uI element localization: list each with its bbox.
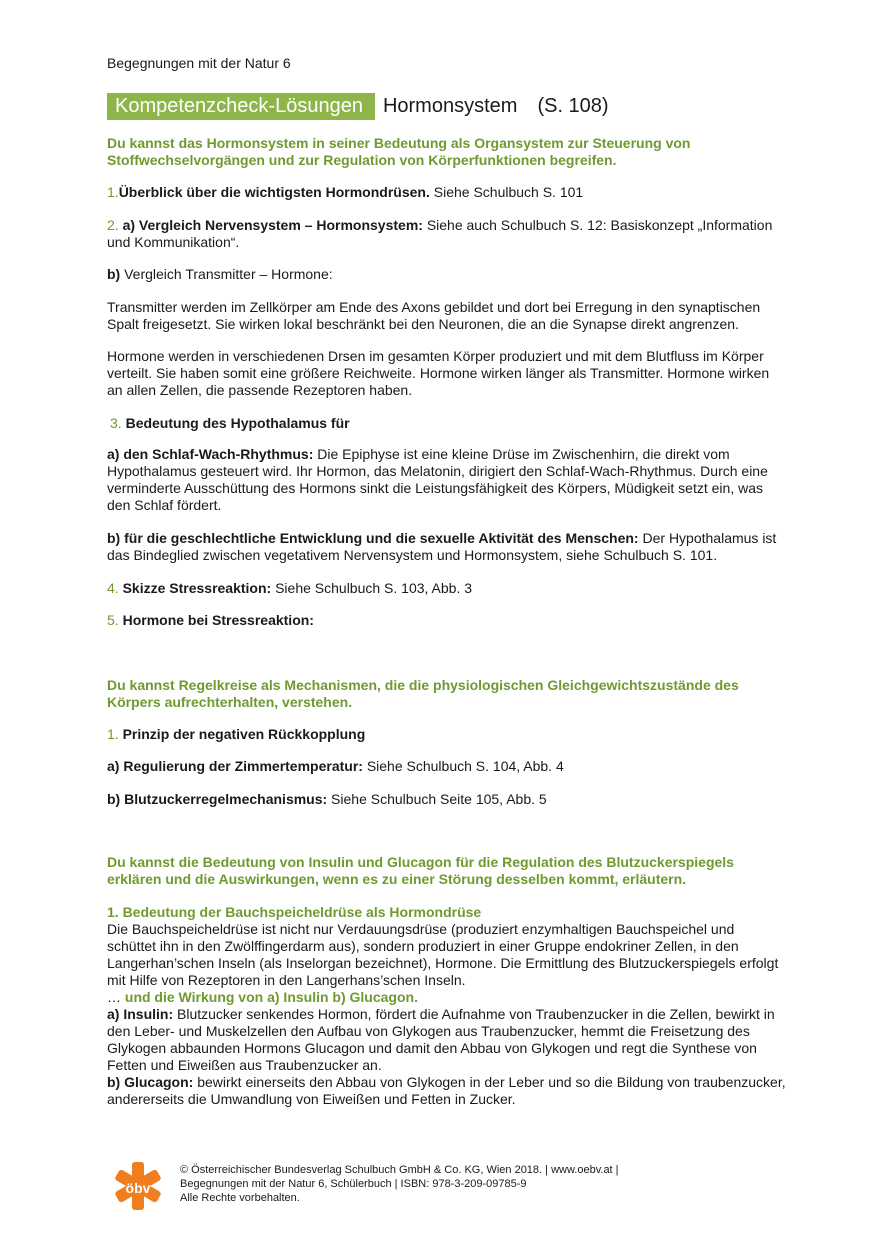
footer-book-info: Begegnungen mit der Natur 6, Schülerbuch | ISBN: 978-3-209-09785-9 [180,1178,527,1190]
s1-question-3b: b) für die geschlechtliche Entwicklung und die sexuelle Aktivität des Menschen: Der Hypothalamus ist das Bindeglied zwischen vegetativem Nervensystem und Hormonsystem, siehe Schulbuch S. 101. [107,530,777,563]
s3-question-1-heading: 1. Bedeutung der Bauchspeicheldrüse als Hormondrüse [107,904,482,920]
s3-answers [107,904,787,1108]
footer-rights: Alle Rechte vorbehalten. [180,1192,300,1204]
section2-intro: Du kannst Regelkreise als Mechanismen, die die physiologischen Gleichgewichtszustände des Körpers aufrechterhalten, verstehen. [107,677,739,710]
s1-question-2a: 2. a) Vergleich Nervensystem – Hormonsystem: Siehe auch Schulbuch S. 12: Basiskonzept „Information und Kommunikation“. [107,217,773,250]
footer-copyright: © Österreichischer Bundesverlag Schulbuch GmbH & Co. KG, Wien 2018. | www.oebv.at | [180,1164,619,1176]
insulin-answer: a) Insulin: Blutzucker senkendes Hormon, fördert die Aufnahme von Traubenzucker in die Zellen, bewirkt in den Leber- und Muskelzellen den Aufbau von Glykogen aus Traubenzucker, hemmt die Freisetzung des Glykogen abbaunden Hormons Glucagon und damit den Abbau von Glykogen und regt die Synthese von Fetten und Eiweißen aus Traubenzucker an. [107,1006,775,1073]
hormone-paragraph: Hormone werden in verschiedenen Drsen im gesamten Körper produziert und mit dem Blutfluss im Körper verteilt. Sie haben somit eine größere Reichweite. Hormone wirken länger als Transmitter. Hormone wirken an allen Zellen, die passende Rezeptoren haben. [107,348,770,398]
s1-question-2b: b) Vergleich Transmitter – Hormone: [107,266,333,282]
s1-question-4: 4. Skizze Stressreaktion: Siehe Schulbuch S. 103, Abb. 3 [107,580,473,596]
page-title [107,93,609,120]
transmitter-paragraph: Transmitter werden im Zellkörper am Ende des Axons gebildet und dort bei Erregung in den synaptischen Spalt freigesetzt. Sie wirken lokal beschränkt bei den Neuronen, die an die Synapse direkt angrenzen. [107,299,761,332]
section1-intro: Du kannst das Hormonsystem in seiner Bedeutung als Organsystem zur Steuerung von Stoffwechselvorgängen und zur Regulation von Körperfunktionen begreifen. [107,135,691,168]
logo-text: öbv [125,1180,151,1196]
s1-question-5: 5. Hormone bei Stressreaktion: [107,612,314,628]
s1-question-3a: a) den Schlaf-Wach-Rhythmus: Die Epiphyse ist eine kleine Drüse im Zwischenhirn, die direkt vom Hypothalamus gesteuert wird. Ihr Hormon, das Melatonin, dirigiert den Schlaf-Wach-Rhythmus. Durch eine verminderte Ausschüttung des Hormons sinkt die Leistungsfähigkeit des Körpers, Müdigkeit setzt ein, was den Schlaf fördert. [107,446,768,513]
section3-intro: Du kannst die Bedeutung von Insulin und Glucagon für die Regulation des Blutzuckerspiegels erklären und die Auswirkungen, wenn es zu einer Störung desselben kommt, erläutern. [107,854,734,887]
glucagon-answer: b) Glucagon: bewirkt einerseits den Abbau von Glykogen in der Leber und so die Bildung von traubenzucker, andererseits die Umwandlung von Eiweißen und Fetten in Zucker. [107,1074,786,1107]
footer [180,1163,619,1205]
s2-question-1: 1. Prinzip der negativen Rückkopplung [107,726,366,742]
title-highlight: Kompetenzcheck-Lösungen [107,93,375,120]
s2-question-a: a) Regulierung der Zimmertemperatur: Siehe Schulbuch S. 104, Abb. 4 [107,758,564,774]
s1-question-3: 3. Bedeutung des Hypothalamus für [110,415,350,431]
book-header: Begegnungen mit der Natur 6 [107,55,291,71]
s1-question-1: 1.Überblick über die wichtigsten Hormondrüsen. Siehe Schulbuch S. 101 [107,184,584,200]
s3-question-1-text: Die Bauchspeicheldrüse ist nicht nur Verdauungsdrüse (produziert enzymhaltigen Bauchspeichel und schüttet ihn in den Zwölffingerdarm aus), sondern produziert in einer Gruppe endokriner Zellen, in den Langerhan’schen Inseln (als Inselorgan bezeichnet), Hormone. Die Ermittlung des Blutzuckerspiegels erfolgt mit Hilfe von Rezeptoren in den Langerhans’schen Inseln. [107,921,779,988]
title-topic: Hormonsystem (S. 108) [382,95,609,117]
s2-question-b: b) Blutzuckerregelmechanismus: Siehe Schulbuch Seite 105, Abb. 5 [107,791,547,807]
s3-subheading: … und die Wirkung von a) Insulin b) Glucagon. [107,989,418,1005]
oebv-logo-icon [112,1160,164,1212]
title-page-ref: (S. 108) [537,95,609,117]
